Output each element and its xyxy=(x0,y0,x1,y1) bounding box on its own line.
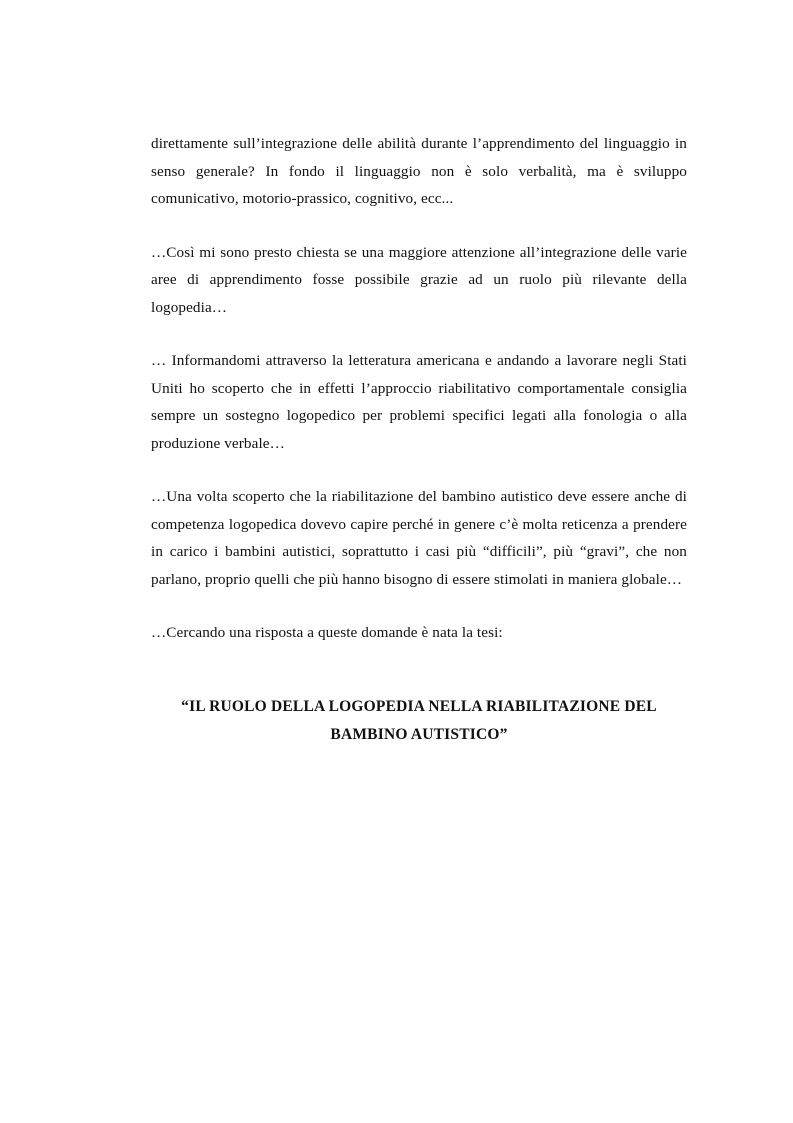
thesis-title-line-2: BAMBINO AUTISTICO” xyxy=(330,725,508,743)
document-page xyxy=(151,130,687,749)
paragraph-autistic-child: …Una volta scoperto che la riabilitazione del bambino autistico deve essere anche di competenza logopedica dovevo capire perché in genere c’è molta reticenza a prendere in carico i bambini autistici, soprattutto i casi più “difficili”, più “gravi”, che non parlano, proprio quelli che più hanno bisogno di essere stimolati in maniera globale… xyxy=(151,488,687,588)
paragraph-thesis-origin: …Cercando una risposta a queste domande è nata la tesi: xyxy=(151,624,503,641)
thesis-title-line-1: “IL RUOLO DELLA LOGOPEDIA NELLA RIABILITAZIONE DEL xyxy=(181,697,657,715)
thesis-title xyxy=(151,693,687,749)
paragraph-american-literature: … Informandomi attraverso la letteratura americana e andando a lavorare negli Stati Uniti ho scoperto che in effetti l’approccio riabilitativo comportamentale consiglia sempre un sostegno logopedico per problemi specifici legati alla fonologia o alla produzione verbale… xyxy=(151,352,687,452)
paragraph-integration-question: direttamente sull’integrazione delle abilità durante l’apprendimento del linguaggio in senso generale? In fondo il linguaggio non è solo verbalità, ma è sviluppo comunicativo, motorio-prassico, cognitivo, ecc... xyxy=(151,135,687,207)
paragraph-attention-question: …Così mi sono presto chiesta se una maggiore attenzione all’integrazione delle varie aree di apprendimento fosse possibile grazie ad un ruolo più rilevante della logopedia… xyxy=(151,243,687,316)
